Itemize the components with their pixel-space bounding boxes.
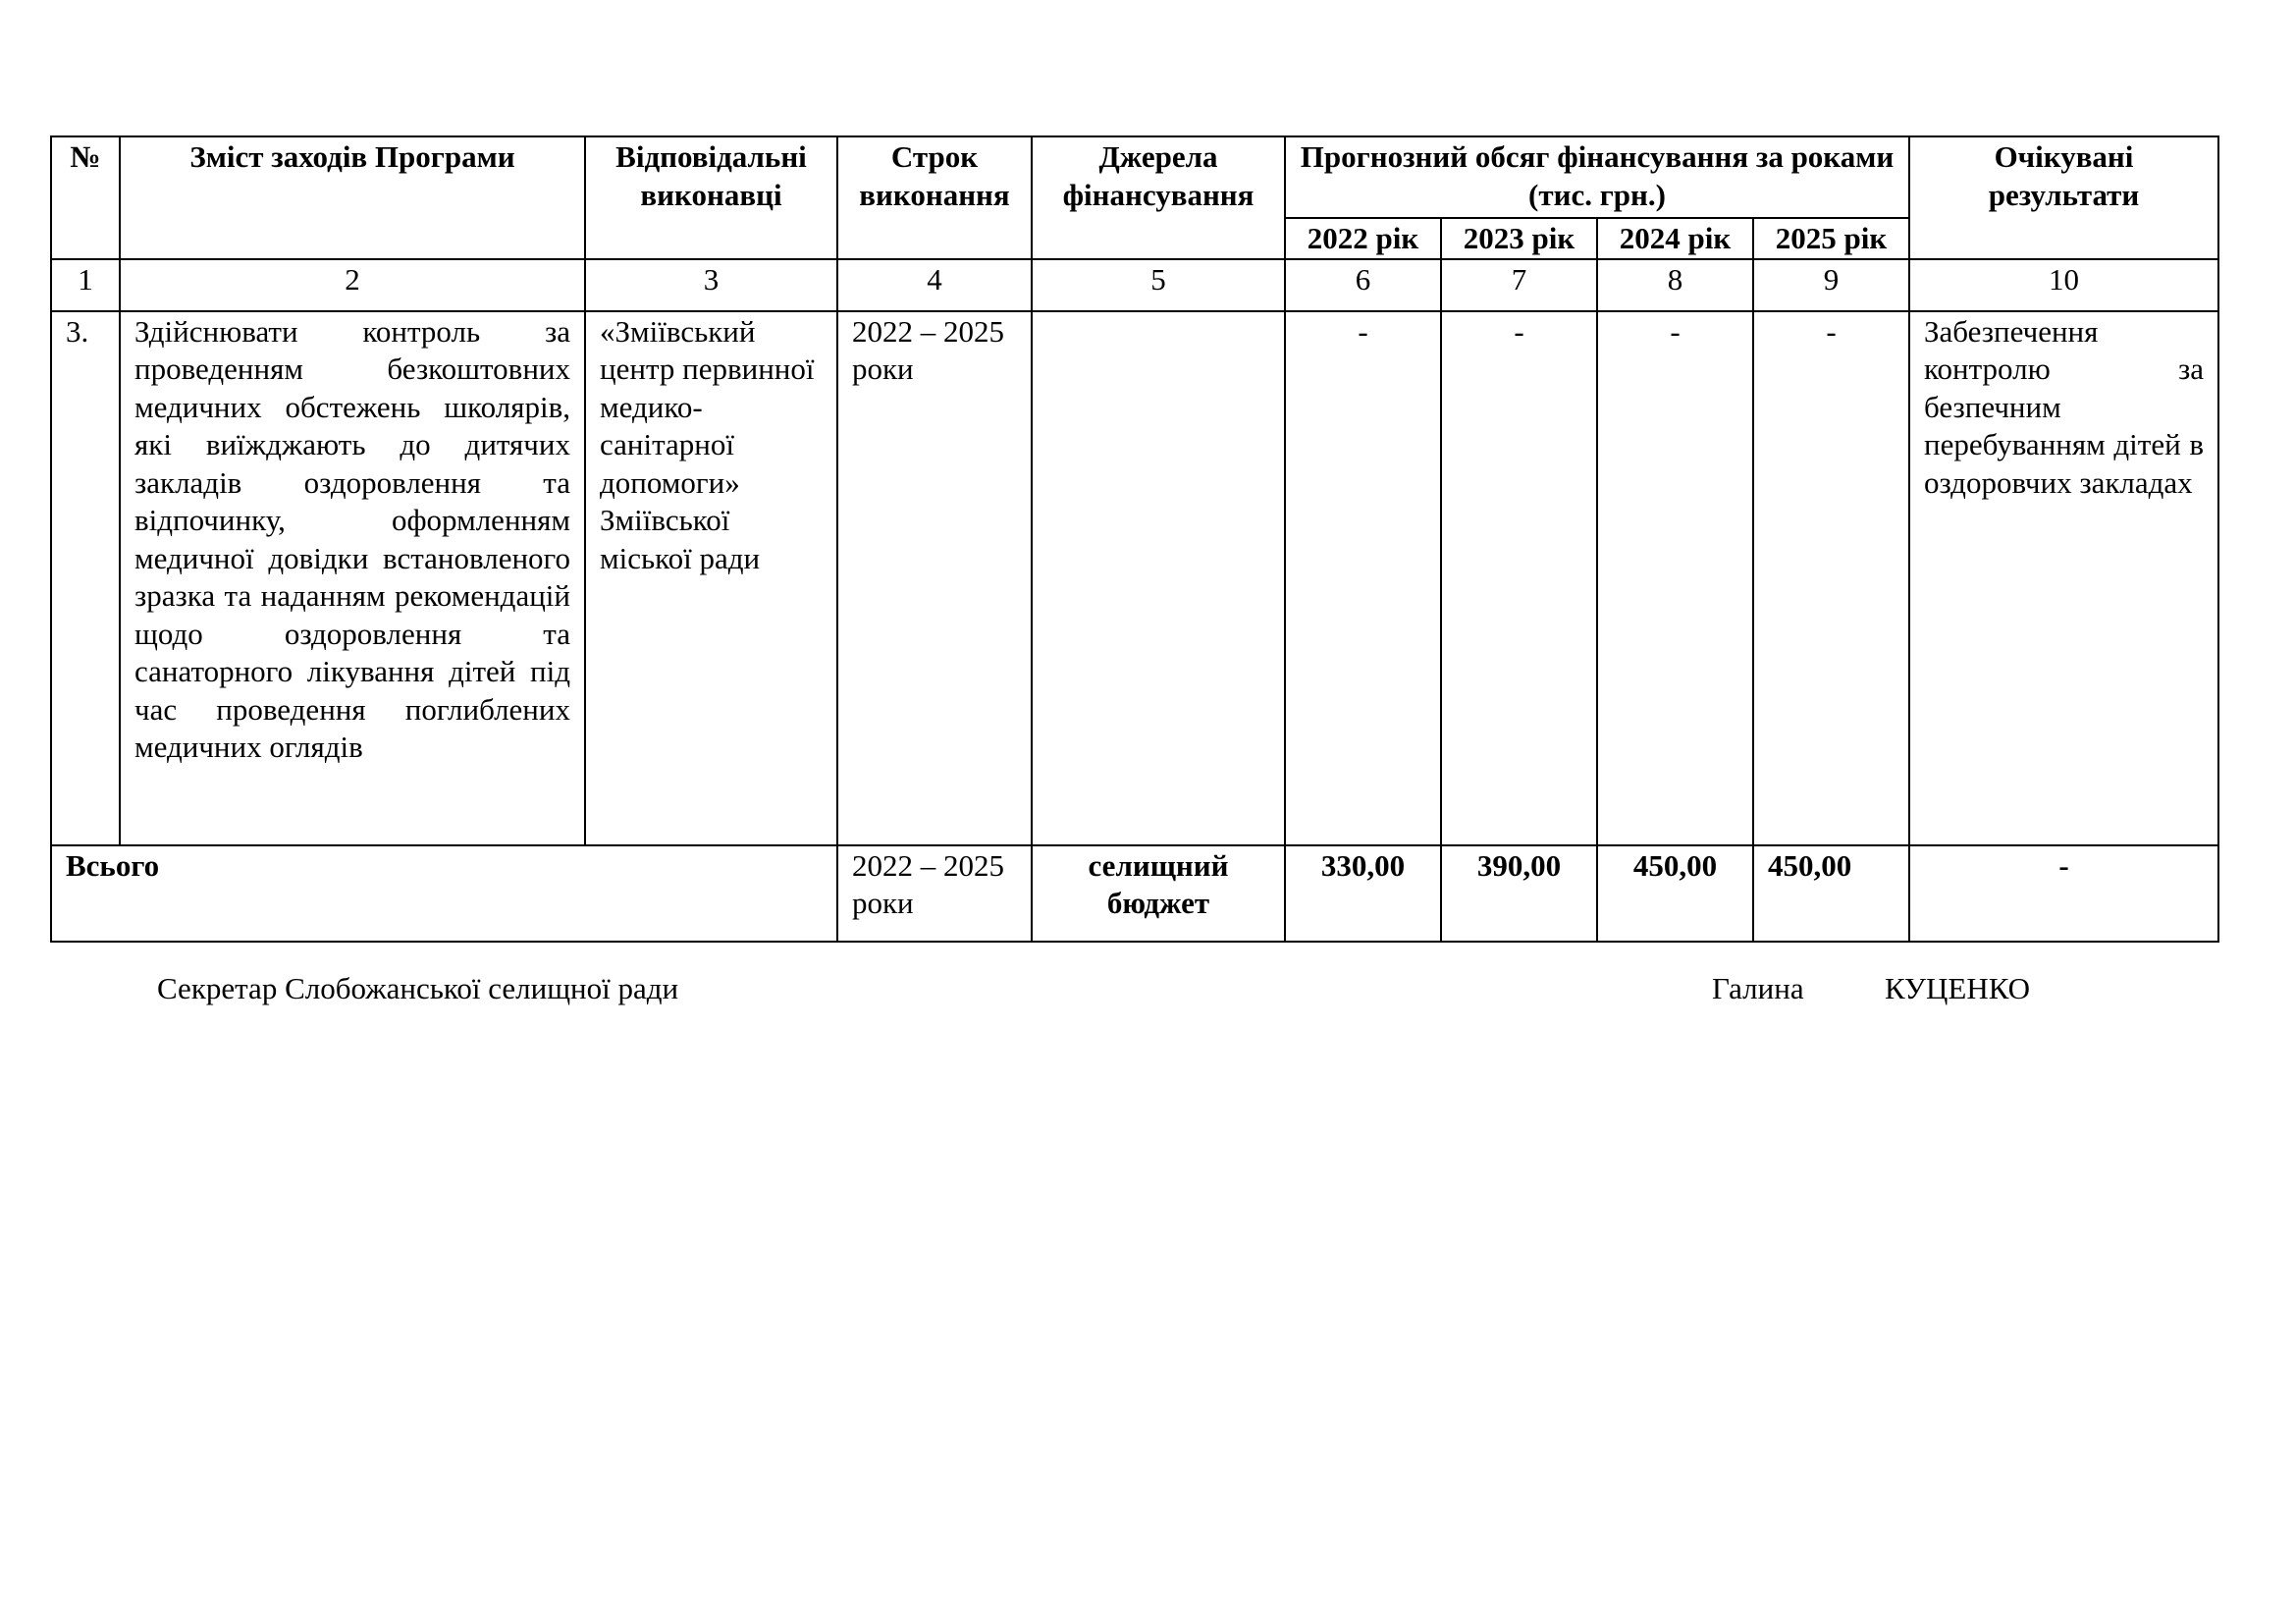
header-content: Зміст заходів Програми bbox=[120, 136, 585, 259]
column-number: 9 bbox=[1753, 259, 1909, 311]
measure-amount-2023: - bbox=[1441, 311, 1597, 845]
total-term: 2022 – 2025 роки bbox=[837, 845, 1032, 942]
column-number: 1 bbox=[51, 259, 120, 311]
column-numbers-row bbox=[51, 259, 2218, 311]
measure-amount-2024: - bbox=[1597, 311, 1753, 845]
header-executors: Відповідальні виконавці bbox=[585, 136, 837, 259]
header-year-2023: 2023 рік bbox=[1441, 218, 1597, 259]
header-year-2024: 2024 рік bbox=[1597, 218, 1753, 259]
measure-number: 3. bbox=[51, 311, 120, 845]
measure-row bbox=[51, 311, 2218, 845]
header-row bbox=[51, 136, 2218, 218]
program-measures-table bbox=[50, 135, 2219, 943]
measure-sources bbox=[1032, 311, 1285, 845]
total-amount-2025: 450,00 bbox=[1753, 845, 1909, 942]
header-financing: Прогнозний обсяг фінансування за роками (тис. грн.) bbox=[1285, 136, 1909, 218]
total-amount-2023: 390,00 bbox=[1441, 845, 1597, 942]
total-amount-2022: 330,00 bbox=[1285, 845, 1441, 942]
header-results: Очікувані результати bbox=[1909, 136, 2218, 259]
total-amount-2024: 450,00 bbox=[1597, 845, 1753, 942]
total-results: - bbox=[1909, 845, 2218, 942]
measure-results: Забезпечення контролю за безпечним перебуванням дітей в оздоровчих закладах bbox=[1909, 311, 2218, 845]
header-year-2022: 2022 рік bbox=[1285, 218, 1441, 259]
column-number: 8 bbox=[1597, 259, 1753, 311]
header-no: № bbox=[51, 136, 120, 259]
measure-term: 2022 – 2025 роки bbox=[837, 311, 1032, 845]
signature-last-name: КУЦЕНКО bbox=[1885, 971, 2031, 1005]
column-number: 4 bbox=[837, 259, 1032, 311]
measure-content: Здійснювати контроль за проведенням безкоштовних медичних обстежень школярів, які виїжджають до дитячих закладів оздоровлення та відпочинку, оформленням медичної довідки встановленого зразка та наданням рекомендацій щодо оздоровлення та санаторного лікування дітей під час проведення поглиблених медичних оглядів bbox=[120, 311, 585, 845]
column-number: 3 bbox=[585, 259, 837, 311]
column-number: 10 bbox=[1909, 259, 2218, 311]
column-number: 2 bbox=[120, 259, 585, 311]
column-number: 5 bbox=[1032, 259, 1285, 311]
header-sources: Джерела фінансування bbox=[1032, 136, 1285, 259]
total-source: селищний бюджет bbox=[1032, 845, 1285, 942]
signature-first-name: Галина bbox=[1712, 971, 1804, 1005]
column-number: 6 bbox=[1285, 259, 1441, 311]
measure-amount-2025: - bbox=[1753, 311, 1909, 845]
signature-title: Секретар Слобожанської селищної ради bbox=[157, 971, 679, 1005]
total-label: Всього bbox=[51, 845, 837, 942]
total-row bbox=[51, 845, 2218, 942]
measure-amount-2022: - bbox=[1285, 311, 1441, 845]
column-number: 7 bbox=[1441, 259, 1597, 311]
header-term: Строк виконання bbox=[837, 136, 1032, 259]
header-year-2025: 2025 рік bbox=[1753, 218, 1909, 259]
measure-executors: «Зміївський центр первинної медико-санітарної допомоги» Зміївської міської ради bbox=[585, 311, 837, 845]
